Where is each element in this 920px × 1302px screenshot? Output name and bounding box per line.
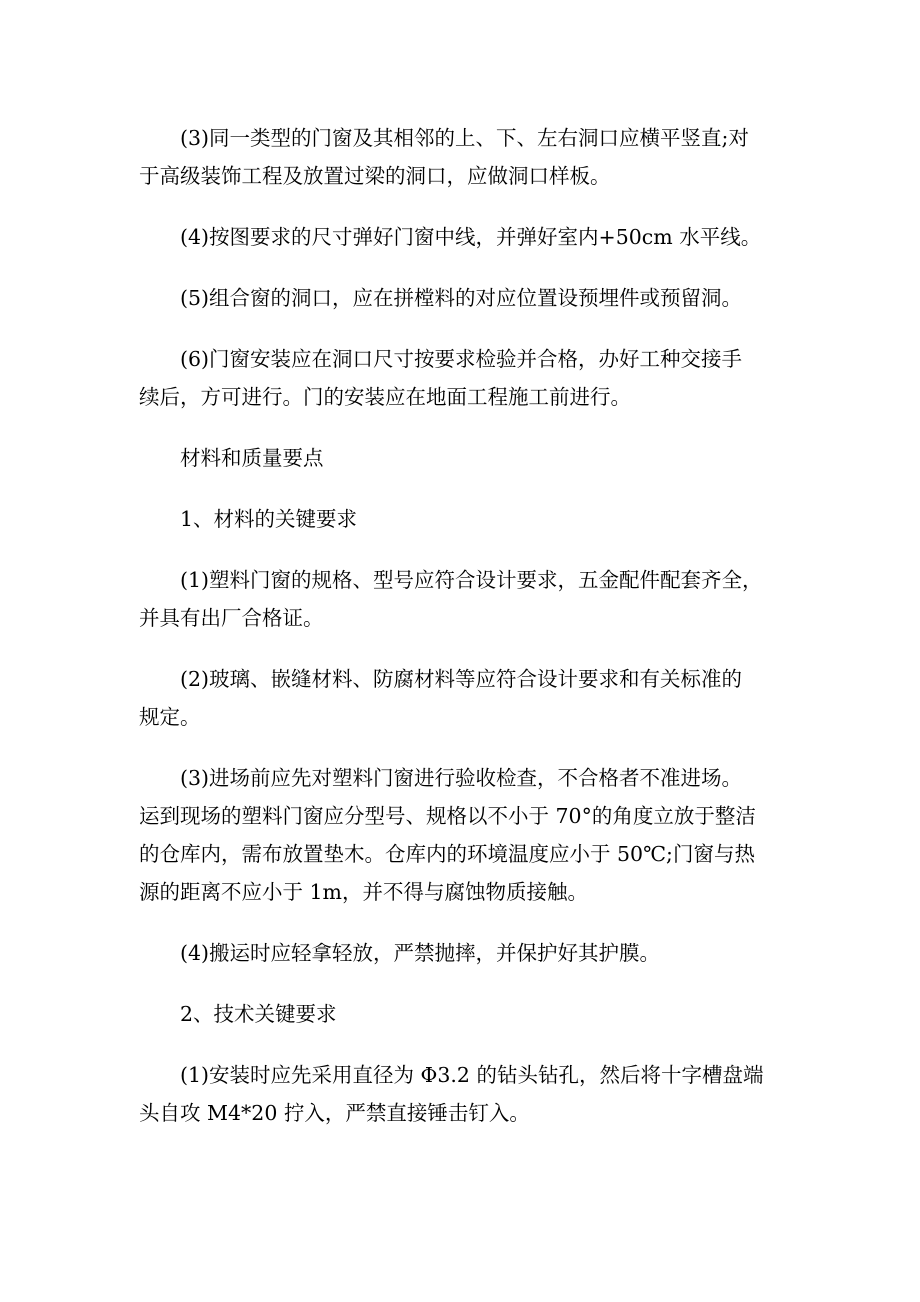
paragraph-line: (1)塑料门窗的规格、型号应符合设计要求，五金配件配套齐全， bbox=[180, 568, 763, 592]
paragraph bbox=[139, 218, 784, 256]
paragraph-line: 续后，方可进行。门的安装应在地面工程施工前进行。 bbox=[139, 385, 631, 409]
paragraph-line: (4)搬运时应轻拿轻放，严禁抛摔，并保护好其护膜。 bbox=[180, 941, 661, 965]
paragraph-line: 于高级装饰工程及放置过梁的洞口，应做洞口样板。 bbox=[139, 164, 611, 188]
paragraph-line: 源的距离不应小于 1m，并不得与腐蚀物质接触。 bbox=[139, 880, 588, 904]
paragraph-line: 规定。 bbox=[139, 705, 201, 729]
paragraph-line: 运到现场的塑料门窗应分型号、规格以不小于 70°的角度立放于整洁 bbox=[139, 804, 756, 828]
paragraph bbox=[139, 759, 784, 911]
paragraph bbox=[139, 934, 784, 972]
paragraph bbox=[139, 561, 784, 637]
paragraph-line: 1、材料的关键要求 bbox=[180, 507, 358, 531]
document-body bbox=[139, 119, 784, 1155]
paragraph bbox=[139, 1056, 784, 1132]
paragraph bbox=[139, 340, 784, 416]
paragraph-line: 2、技术关键要求 bbox=[180, 1002, 337, 1026]
paragraph-line: (6)门窗安装应在洞口尺寸按要求检验并合格，办好工种交接手 bbox=[180, 347, 743, 371]
paragraph-line: (3)同一类型的门窗及其相邻的上、下、左右洞口应横平竖直;对 bbox=[180, 126, 749, 150]
paragraph-line: (2)玻璃、嵌缝材料、防腐材料等应符合设计要求和有关标准的 bbox=[180, 667, 743, 691]
paragraph bbox=[139, 279, 784, 317]
paragraph-line: 头自攻 M4*20 拧入，严禁直接锤击钉入。 bbox=[139, 1101, 530, 1125]
paragraph-line: 材料和质量要点 bbox=[180, 446, 324, 470]
paragraph bbox=[139, 119, 784, 195]
paragraph-line: (1)安装时应先采用直径为 Φ3.2 的钻头钻孔，然后将十字槽盘端 bbox=[180, 1063, 764, 1087]
paragraph bbox=[139, 439, 784, 477]
paragraph-line: (4)按图要求的尺寸弹好门窗中线，并弹好室内+50cm 水平线。 bbox=[180, 225, 762, 249]
paragraph-line: (5)组合窗的洞口，应在拼樘料的对应位置设预埋件或预留洞。 bbox=[180, 286, 743, 310]
paragraph-line: (3)进场前应先对塑料门窗进行验收检查，不合格者不准进场。 bbox=[180, 766, 743, 790]
paragraph-line: 的仓库内，需布放置垫木。仓库内的环境温度应小于 50℃;门窗与热 bbox=[139, 842, 755, 866]
paragraph bbox=[139, 500, 784, 538]
paragraph bbox=[139, 995, 784, 1033]
paragraph-line: 并具有出厂合格证。 bbox=[139, 606, 324, 630]
paragraph bbox=[139, 660, 784, 736]
